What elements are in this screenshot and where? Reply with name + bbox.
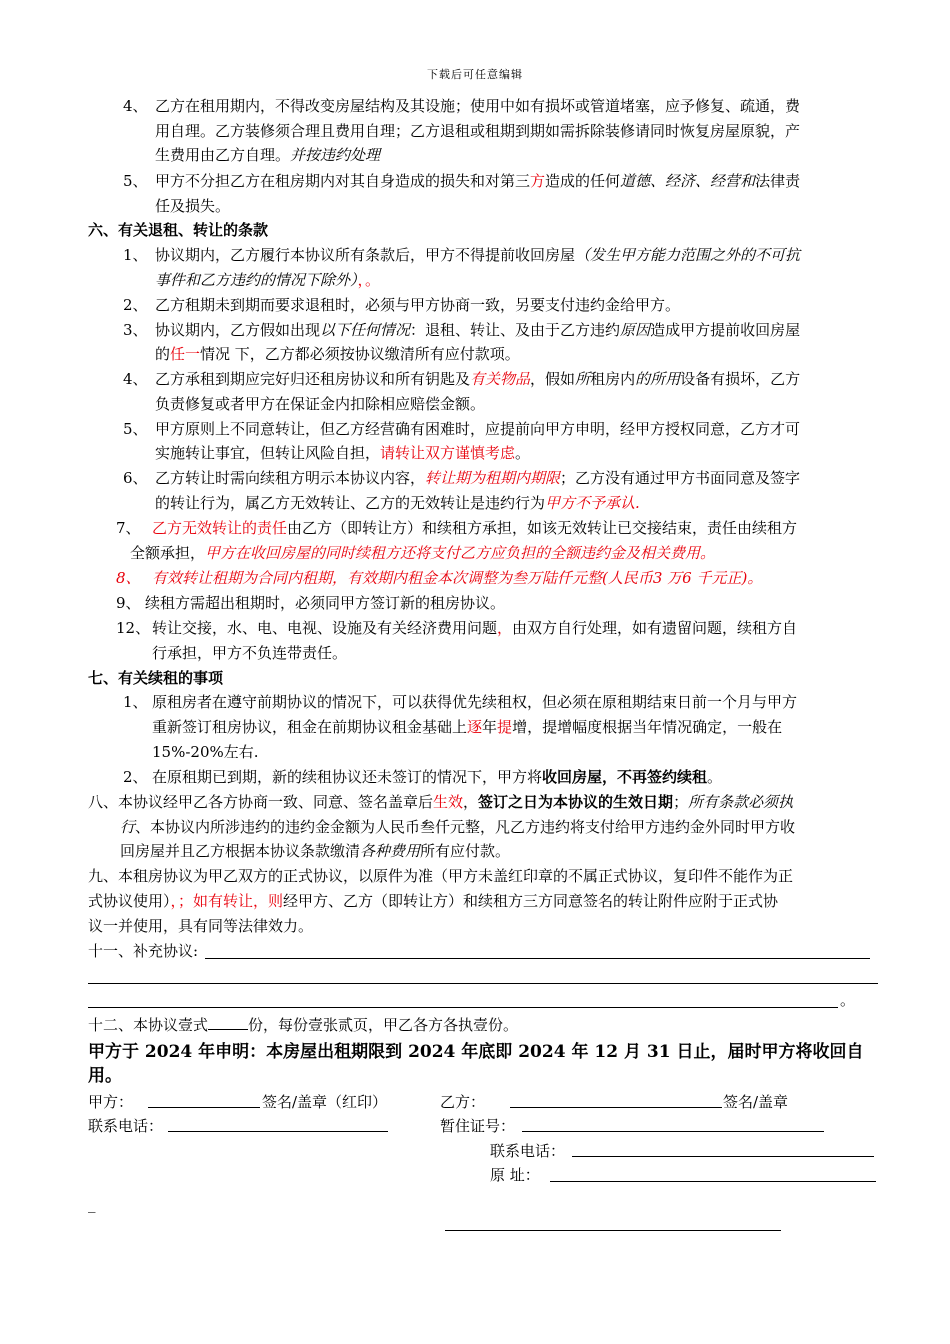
declaration-line-2: 用。 (88, 1066, 122, 1086)
s7-item-2-line-1: 在原租期已到期，新的续租协议还未签订的情况下，甲方将收回房屋，不再签约续租。 (152, 768, 723, 786)
s6-item-7-number: 7、 (116, 519, 141, 537)
s7-item-1-number: 1、 (123, 693, 148, 711)
residence-permit-field[interactable] (522, 1131, 824, 1132)
s6-item-7-line-1: 乙方无效转让的责任由乙方（即转让方）和续租方承担，如该无效转让已交接结束，责任由续租方 (152, 519, 798, 537)
section-9-line-1: 九、本租房协议为甲乙双方的正式协议，以原件为准（甲方未盖红印章的不属正式协议，复印件不能作为正 (88, 867, 794, 885)
s7-item-1-line-3: 15%-20%左右. (152, 743, 259, 761)
s6-item-12-line-1: 转让交接，水、电、电视、设施及有关经济费用问题，由双方自行处理，如有遗留问题，续租方自 (152, 619, 798, 637)
s6-item-1-line-2: 事件和乙方违约的情况下除外），。 (155, 271, 381, 289)
party-a-signature-field[interactable] (148, 1107, 260, 1108)
s6-item-5-line-1: 甲方原则上不同意转让，但乙方经营确有困难时，应提前向甲方申明，经甲方授权同意，乙方才可 (155, 420, 801, 438)
declaration-line-1: 甲方于 2024 年申明：本房屋出租期限到 2024 年底即 2024 年 12 月 31 日止，届时甲方将收回自 (88, 1042, 864, 1062)
s6-item-4-line-2: 负责修复或者甲方在保证金内扣除相应赔偿金额。 (155, 395, 486, 413)
party-b-phone-label: 联系电话： (490, 1142, 566, 1160)
s7-item-1-line-1: 原租房者在遵守前期协议的情况下，可以获得优先续租权，但必须在原租期结束日前一个月与甲方 (152, 693, 798, 711)
s6-item-8-number: 8、 (116, 569, 141, 587)
s6-item-6-line-1: 乙方转让时需向续租方明示本协议内容，转让期为租期内期限；乙方没有通过甲方书面同意及签字 (155, 469, 801, 487)
section-12-line: 十二、本协议壹式 份，每份壹张贰页，甲乙各方各执壹份。 (88, 1016, 519, 1034)
page-header: 下载后可任意编辑 (427, 68, 523, 81)
party-b-signature-field[interactable] (510, 1107, 722, 1108)
copies-count-field[interactable] (208, 1015, 248, 1030)
party-a-label: 甲方： (88, 1093, 134, 1111)
clause-4-number: 4、 (123, 97, 148, 115)
section-9-line-2: 式协议使用），；如有转让，则经甲方、乙方（即转让方）和续租方三方同意签名的转让附件应附于正式协 (88, 892, 779, 910)
clause-5-line-2: 任及损失。 (155, 197, 231, 215)
supplement-field-line-2[interactable] (88, 983, 878, 984)
party-a-sign-note: 签名/盖章（红印） (262, 1093, 388, 1111)
s6-item-4-line-1: 乙方承租到期应完好归还租房协议和所有钥匙及有关物品，假如所租房内的所用设备有损坏，乙方 (155, 370, 801, 388)
s6-item-2-line-1: 乙方租期未到期而要求退租时，必须与甲方协商一致，另要支付违约金给甲方。 (155, 296, 681, 314)
clause-5-line-1: 甲方不分担乙方在租房期内对其自身造成的损失和对第三方造成的任何道德、经济、经营和法律责 (155, 172, 801, 190)
s6-item-12-number: 12、 (116, 619, 151, 637)
section-8-line-2: 行、本协议内所涉违约的违约金金额为人民币叁仟元整，凡乙方违约将支付给甲方违约金外同时甲方收 (120, 818, 796, 836)
section-11-label: 十一、补充协议: (88, 942, 199, 960)
s7-item-1-line-2: 重新签订租房协议，租金在前期协议租金基础上逐年提增，提增幅度根据当年情况确定，一般在 (152, 718, 783, 736)
s6-item-12-line-2: 行承担，甲方不负连带责任。 (152, 644, 348, 662)
clause-5-number: 5、 (123, 172, 148, 190)
s6-item-3-number: 3、 (123, 321, 148, 339)
s6-item-3-line-2: 的任一情况 下，乙方都必须按协议缴清所有应付款项。 (155, 345, 520, 363)
section-8-line-3: 回房屋并且乙方根据本协议条款缴清各种费用所有应付款。 (120, 842, 511, 860)
party-b-label: 乙方： (440, 1093, 486, 1111)
original-address-field[interactable] (550, 1181, 876, 1182)
s6-item-9-line-1: 续租方需超出租期时，必须同甲方签订新的租房协议。 (145, 594, 506, 612)
supplement-end-mark: 。 (840, 991, 856, 1009)
clause-4-italic-note: 并按违约处理 (290, 146, 381, 164)
section-7-title: 七、有关续租的事项 (88, 669, 224, 687)
residence-permit-label: 暂住证号： (440, 1117, 516, 1135)
section-9-line-3: 议一并使用，具有同等法律效力。 (88, 917, 314, 935)
clause-4-line-3: 生费用由乙方自理。并按违约处理 (155, 146, 381, 164)
section-6-title: 六、有关退租、转让的条款 (88, 221, 269, 239)
party-a-phone-field[interactable] (168, 1131, 388, 1132)
s6-item-9-number: 9、 (116, 594, 141, 612)
original-address-label: 原 址： (490, 1166, 540, 1184)
s6-item-7-line-2: 全额承担，甲方在收回房屋的同时续租方还将支付乙方应负担的全额违约金及相关费用。 (130, 544, 716, 562)
s6-item-5-line-2: 实施转让事宜，但转让风险自担，请转让双方谨慎考虑。 (155, 444, 531, 462)
supplement-field-line-3[interactable] (88, 1007, 838, 1008)
extra-signature-line[interactable] (445, 1230, 781, 1231)
s6-item-1-number: 1、 (123, 246, 148, 264)
section-8-line-1: 八、本协议经甲乙各方协商一致、同意、签名盖章后生效，签订之日为本协议的生效日期；所有条款必须执 (88, 793, 794, 811)
s6-item-1-line-1: 协议期内，乙方履行本协议所有条款后，甲方不得提前收回房屋（发生甲方能力范围之外的不可抗 (155, 246, 801, 264)
party-b-phone-field[interactable] (572, 1156, 874, 1157)
stray-underscore: _ (88, 1195, 96, 1213)
s6-item-6-number: 6、 (123, 469, 148, 487)
clause-4-line-2: 用自理。乙方装修须合理且费用自理；乙方退租或租期到期如需拆除装修请同时恢复房屋原貌，产 (155, 122, 801, 140)
party-b-sign-note: 签名/盖章 (723, 1093, 789, 1111)
s6-item-5-number: 5、 (123, 420, 148, 438)
clause-4-line-1: 乙方在租用期内，不得改变房屋结构及其设施；使用中如有损坏或管道堵塞，应予修复、疏通，费 (155, 97, 801, 115)
s6-item-6-line-2: 的转让行为，属乙方无效转让、乙方的无效转让是违约行为甲方不予承认. (155, 494, 640, 512)
s6-item-3-line-1: 协议期内，乙方假如出现以下任何情况：退租、转让、及由于乙方违约原因造成甲方提前收回房屋 (155, 321, 801, 339)
s6-item-8-line-1: 有效转让租期为合同内租期，有效期内租金本次调整为叁万陆仟元整(人民币3 万6 千元正)。 (152, 569, 763, 587)
supplement-field-line-1[interactable] (205, 958, 870, 959)
s6-item-4-number: 4、 (123, 370, 148, 388)
s6-item-2-number: 2、 (123, 296, 148, 314)
party-a-phone-label: 联系电话： (88, 1117, 164, 1135)
s7-item-2-number: 2、 (123, 768, 148, 786)
